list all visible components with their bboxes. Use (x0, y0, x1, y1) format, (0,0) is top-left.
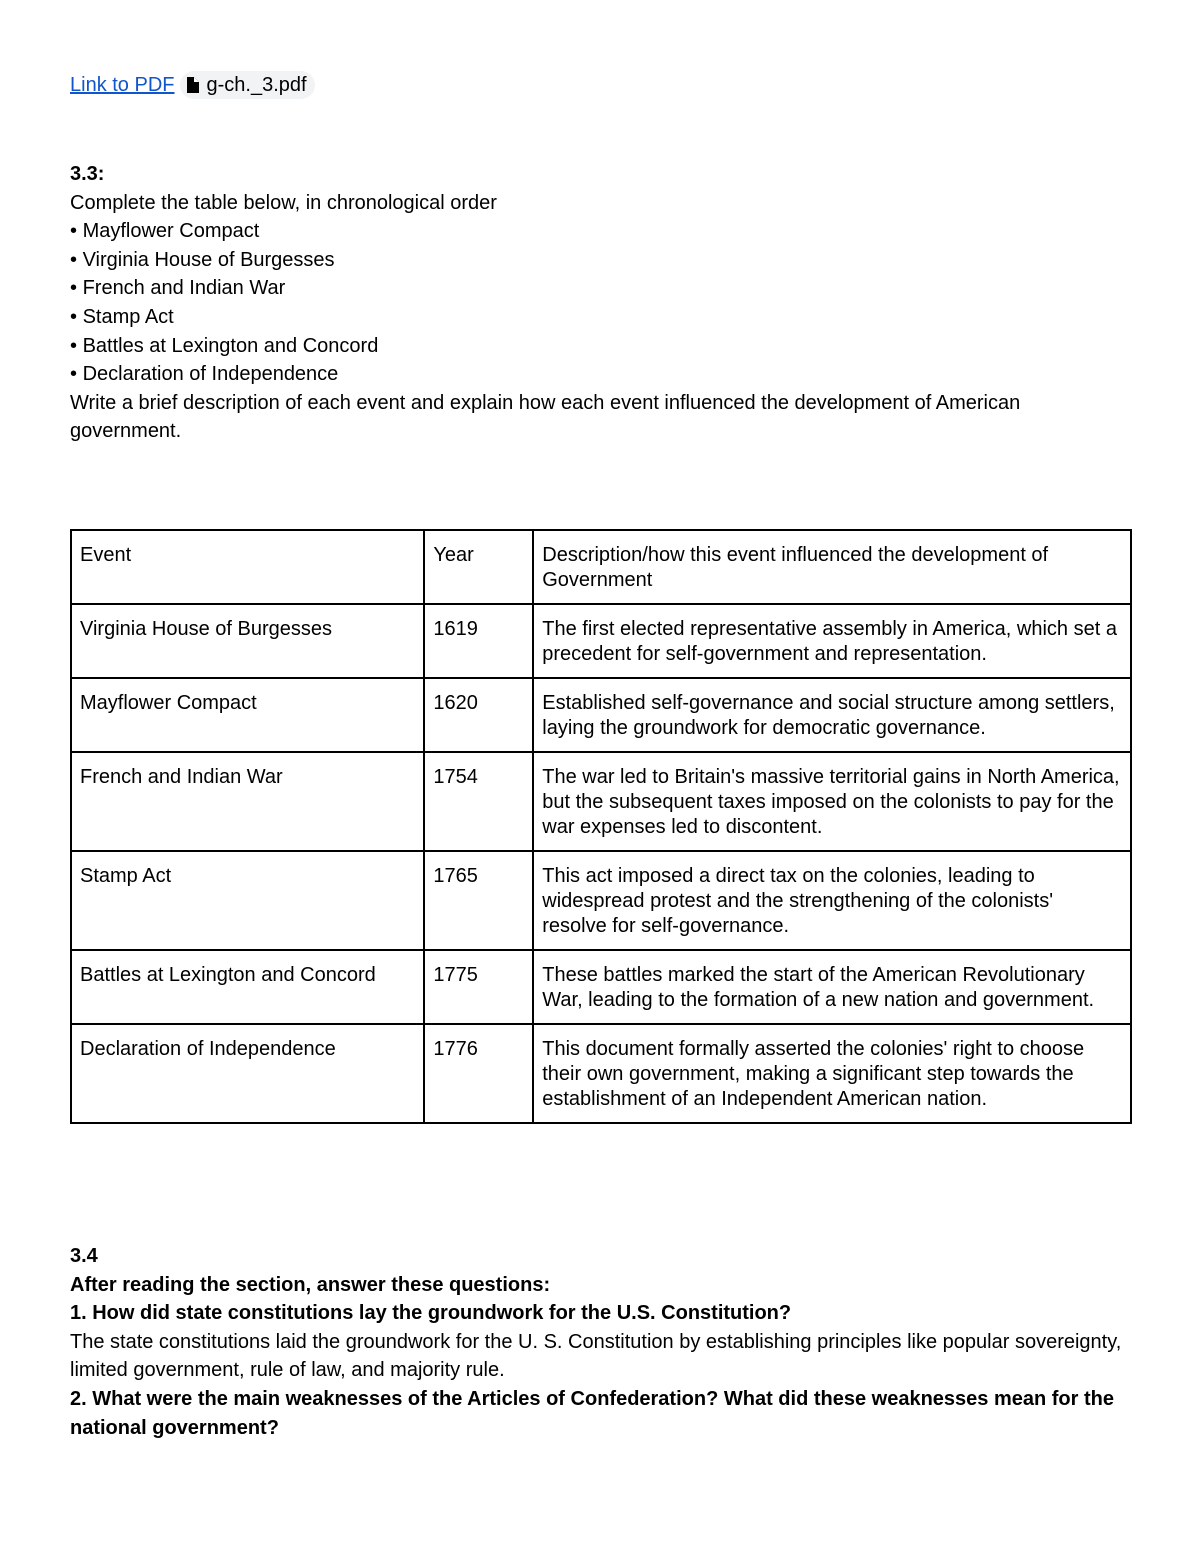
cell-event: Battles at Lexington and Concord (71, 950, 424, 1024)
table-row (71, 604, 1131, 678)
cell-event: Stamp Act (71, 851, 424, 950)
cell-year: 1619 (424, 604, 533, 678)
section-3-4 (70, 1242, 1132, 1442)
cell-description: Established self-governance and social structure among settlers, laying the groundwork for democratic governance. (533, 678, 1131, 752)
cell-year: 1776 (424, 1024, 533, 1123)
list-item: • Virginia House of Burgesses (70, 246, 1132, 275)
cell-description: The first elected representative assembly in America, which set a precedent for self-government and representation. (533, 604, 1131, 678)
event-bullet-list (70, 217, 1132, 389)
document-page (70, 70, 1132, 446)
file-chip-name: g-ch._3.pdf (206, 73, 307, 96)
list-item: • Mayflower Compact (70, 217, 1132, 246)
header-year: Year (424, 530, 533, 604)
list-item: • Battles at Lexington and Concord (70, 332, 1132, 361)
section-3-3-instruction: Complete the table below, in chronological order (70, 191, 497, 214)
header-description: Description/how this event influenced the development of Government (533, 530, 1131, 604)
table-header-row (71, 530, 1131, 604)
cell-description: The war led to Britain's massive territorial gains in North America, but the subsequent taxes imposed on the colonists to pay for the war expenses led to discontent. (533, 752, 1131, 851)
cell-description: These battles marked the start of the American Revolutionary War, leading to the formation of a new nation and government. (533, 950, 1131, 1024)
header-event: Event (71, 530, 424, 604)
table-row (71, 851, 1131, 950)
cell-year: 1754 (424, 752, 533, 851)
table-row (71, 950, 1131, 1024)
cell-year: 1620 (424, 678, 533, 752)
table-row (71, 752, 1131, 851)
list-item: • French and Indian War (70, 274, 1132, 303)
cell-event: Mayflower Compact (71, 678, 424, 752)
pdf-link-row (70, 70, 1132, 100)
section-3-4-instruction: After reading the section, answer these questions: (70, 1273, 551, 1296)
section-3-3-heading: 3.3: (70, 163, 105, 185)
cell-description: This document formally asserted the colonies' right to choose their own government, making a significant step towards the establishment of an Independent American nation. (533, 1024, 1131, 1123)
cell-event: Declaration of Independence (71, 1024, 424, 1123)
answer-1: The state constitutions laid the groundwork for the U. S. Constitution by establishing principles like popular sovereignty, limited government, rule of law, and majority rule. (70, 1330, 1122, 1382)
question-2: 2. What were the main weaknesses of the Articles of Confederation? What did these weaknesses mean for the national government? (70, 1387, 1114, 1439)
cell-year: 1775 (424, 950, 533, 1024)
cell-year: 1765 (424, 851, 533, 950)
question-1: 1. How did state constitutions lay the groundwork for the U.S. Constitution? (70, 1302, 792, 1325)
table-row (71, 1024, 1131, 1123)
section-3-4-heading: 3.4 (70, 1245, 98, 1267)
file-chip[interactable] (180, 71, 314, 99)
events-table (70, 529, 1132, 1124)
pdf-link[interactable]: Link to PDF (70, 73, 175, 96)
cell-description: This act imposed a direct tax on the colonies, leading to widespread protest and the strengthening of the colonists' resolve for self-governance. (533, 851, 1131, 950)
cell-event: French and Indian War (71, 752, 424, 851)
list-item: • Declaration of Independence (70, 360, 1132, 389)
table-row (71, 678, 1131, 752)
list-item: • Stamp Act (70, 303, 1132, 332)
cell-event: Virginia House of Burgesses (71, 604, 424, 678)
file-icon (186, 77, 200, 93)
section-3-3-prompt: Write a brief description of each event and explain how each event influenced the development of American government. (70, 391, 1021, 443)
